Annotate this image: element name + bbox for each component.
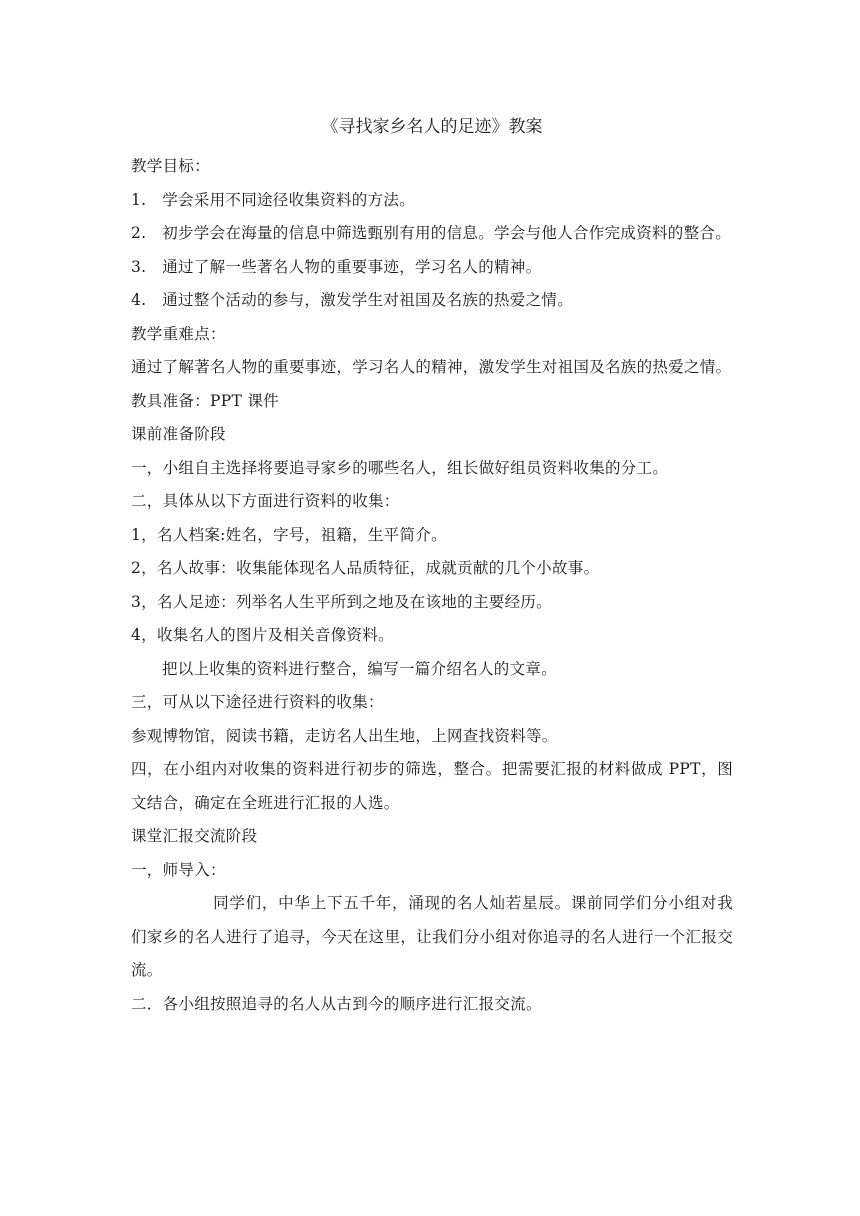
document-body xyxy=(131,150,733,1021)
paragraph: 通过了解著名人物的重要事迹，学习名人的精神，激发学生对祖国及名族的热爱之情。 xyxy=(131,358,732,376)
paragraph: 教具准备：PPT 课件 xyxy=(131,391,279,410)
document-page xyxy=(131,112,733,1021)
paragraph: 参观博物馆，阅读书籍，走访名人出生地，上网查找资料等。 xyxy=(131,726,558,745)
page-title: 《寻找家乡名人的足迹》教案 xyxy=(321,117,543,137)
paragraph: 2，名人故事：收集能体现名人品质特征，成就贡献的几个小故事。 xyxy=(131,559,600,577)
section-heading: 课前准备阶段 xyxy=(131,425,226,443)
section-heading: 课堂汇报交流阶段 xyxy=(131,827,258,845)
paragraph: 1. 学会采用不同途径收集资料的方法。 xyxy=(131,190,415,209)
paragraph: 二．各小组按照追寻的名人从古到今的顺序进行汇报交流。 xyxy=(131,994,542,1013)
paragraph: 同学们，中华上下五千年，涌现的名人灿若星辰。课前同学们分小组对我们家乡的名人进行了追寻，今天在这里，让我们分小组对你追寻的名人进行一个汇报交流。 xyxy=(131,894,733,979)
paragraph: 4. 通过整个活动的参与，激发学生对祖国及名族的热爱之情。 xyxy=(131,291,573,309)
paragraph: 4，收集名人的图片及相关音像资料。 xyxy=(131,626,394,644)
paragraph: 把以上收集的资料进行整合，编写一篇介绍名人的文章。 xyxy=(162,659,558,678)
section-heading: 教学重难点： xyxy=(131,324,226,343)
paragraph: 1，名人档案:姓名，字号，祖籍，生平简介。 xyxy=(131,525,447,544)
paragraph: 一，师导入： xyxy=(131,860,226,879)
paragraph: 2. 初步学会在海量的信息中筛选甄别有用的信息。学会与他人合作完成资料的整合。 xyxy=(131,224,731,242)
paragraph: 3，名人足迹：列举名人生平所到之地及在该地的主要经历。 xyxy=(131,592,552,611)
paragraph: 一，小组自主选择将要追寻家乡的哪些名人，组长做好组员资料收集的分工。 xyxy=(131,458,669,477)
paragraph: 三，可从以下途径进行资料的收集： xyxy=(131,693,384,711)
paragraph: 教学目标： xyxy=(131,157,211,175)
paragraph: 3. 通过了解一些著名人物的重要事迹，学习名人的精神。 xyxy=(131,257,542,276)
paragraph: 二，具体从以下方面进行资料的收集： xyxy=(131,492,400,510)
paragraph: 四，在小组内对收集的资料进行初步的筛选，整合。把需要汇报的材料做成 PPT，图文结合，确定在全班进行汇报的人选。 xyxy=(131,760,733,812)
